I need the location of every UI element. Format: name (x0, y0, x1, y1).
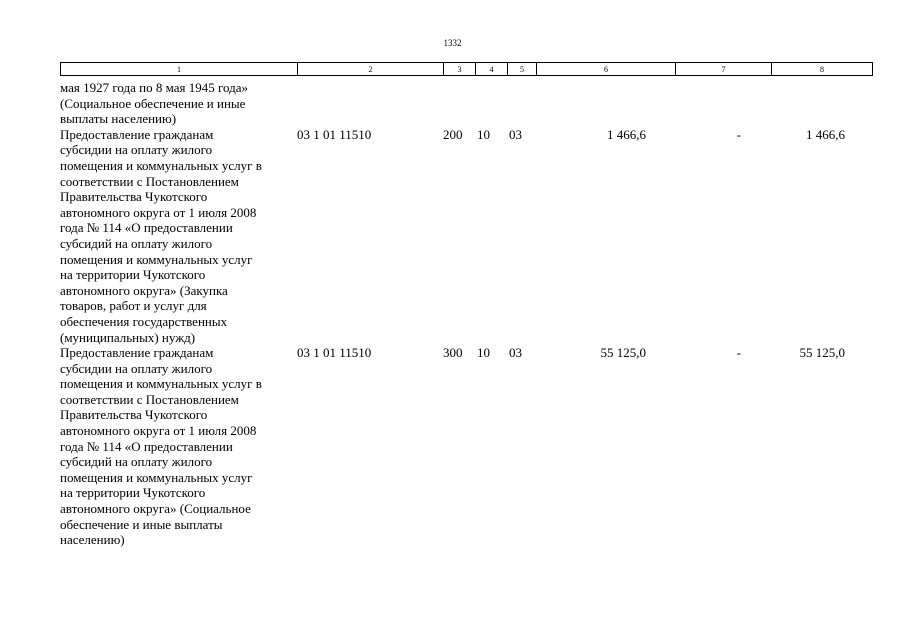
table-body (60, 80, 845, 548)
column-header-7: 7 (676, 63, 772, 76)
row-description: Предоставление гражданам субсидии на оплату жилого помещения и коммунальных услуг в соответствии с Постановлением Правительства Чукотского автономного округа от 1 июля 2008 года № 114 «О предоставлении субсидий на оплату жилого помещения и коммунальных услуг на территории Чукотского автономного округа» (Социальное обеспечение и иные выплаты населению) (60, 345, 262, 548)
column-header-row (61, 63, 873, 76)
table-row (60, 127, 845, 345)
column-header-1: 1 (61, 63, 298, 76)
row-total: 55 125,0 (799, 345, 845, 361)
row-description: Предоставление гражданам субсидии на оплату жилого помещения и коммунальных услуг в соответствии с Постановлением Правительства Чукотского автономного округа от 1 июля 2008 года № 114 «О предоставлении субсидий на оплату жилого помещения и коммунальных услуг на территории Чукотского автономного округа» (Закупка товаров, работ и услуг для обеспечения государственных (муниципальных) нужд) (60, 126, 262, 345)
table-row (60, 80, 845, 127)
row-subsection: 03 (509, 126, 522, 142)
row-expense-type: 300 (443, 345, 463, 361)
column-header-6: 6 (537, 63, 676, 76)
row-target-code: 03 1 01 11510 (297, 345, 372, 361)
row-section: 10 (477, 345, 490, 361)
row-subsection: 03 (509, 345, 522, 361)
column-header-4: 4 (476, 63, 508, 76)
page-number: 1332 (443, 38, 462, 48)
row-total: 1 466,6 (806, 126, 845, 142)
row-change: - (736, 345, 741, 361)
row-target-code: 03 1 01 11510 (297, 126, 372, 142)
column-header-3: 3 (444, 63, 476, 76)
column-header-5: 5 (508, 63, 537, 76)
column-header-table (60, 62, 873, 76)
table-row (60, 345, 845, 548)
column-header-2: 2 (298, 63, 444, 76)
row-change: - (736, 126, 741, 142)
row-expense-type: 200 (443, 126, 463, 142)
column-header-8: 8 (772, 63, 873, 76)
row-section: 10 (477, 126, 490, 142)
row-amount: 55 125,0 (600, 345, 646, 361)
row-description: мая 1927 года по 8 мая 1945 года» (Социальное обеспечение и иные выплаты населению) (60, 80, 249, 127)
row-amount: 1 466,6 (607, 126, 646, 142)
